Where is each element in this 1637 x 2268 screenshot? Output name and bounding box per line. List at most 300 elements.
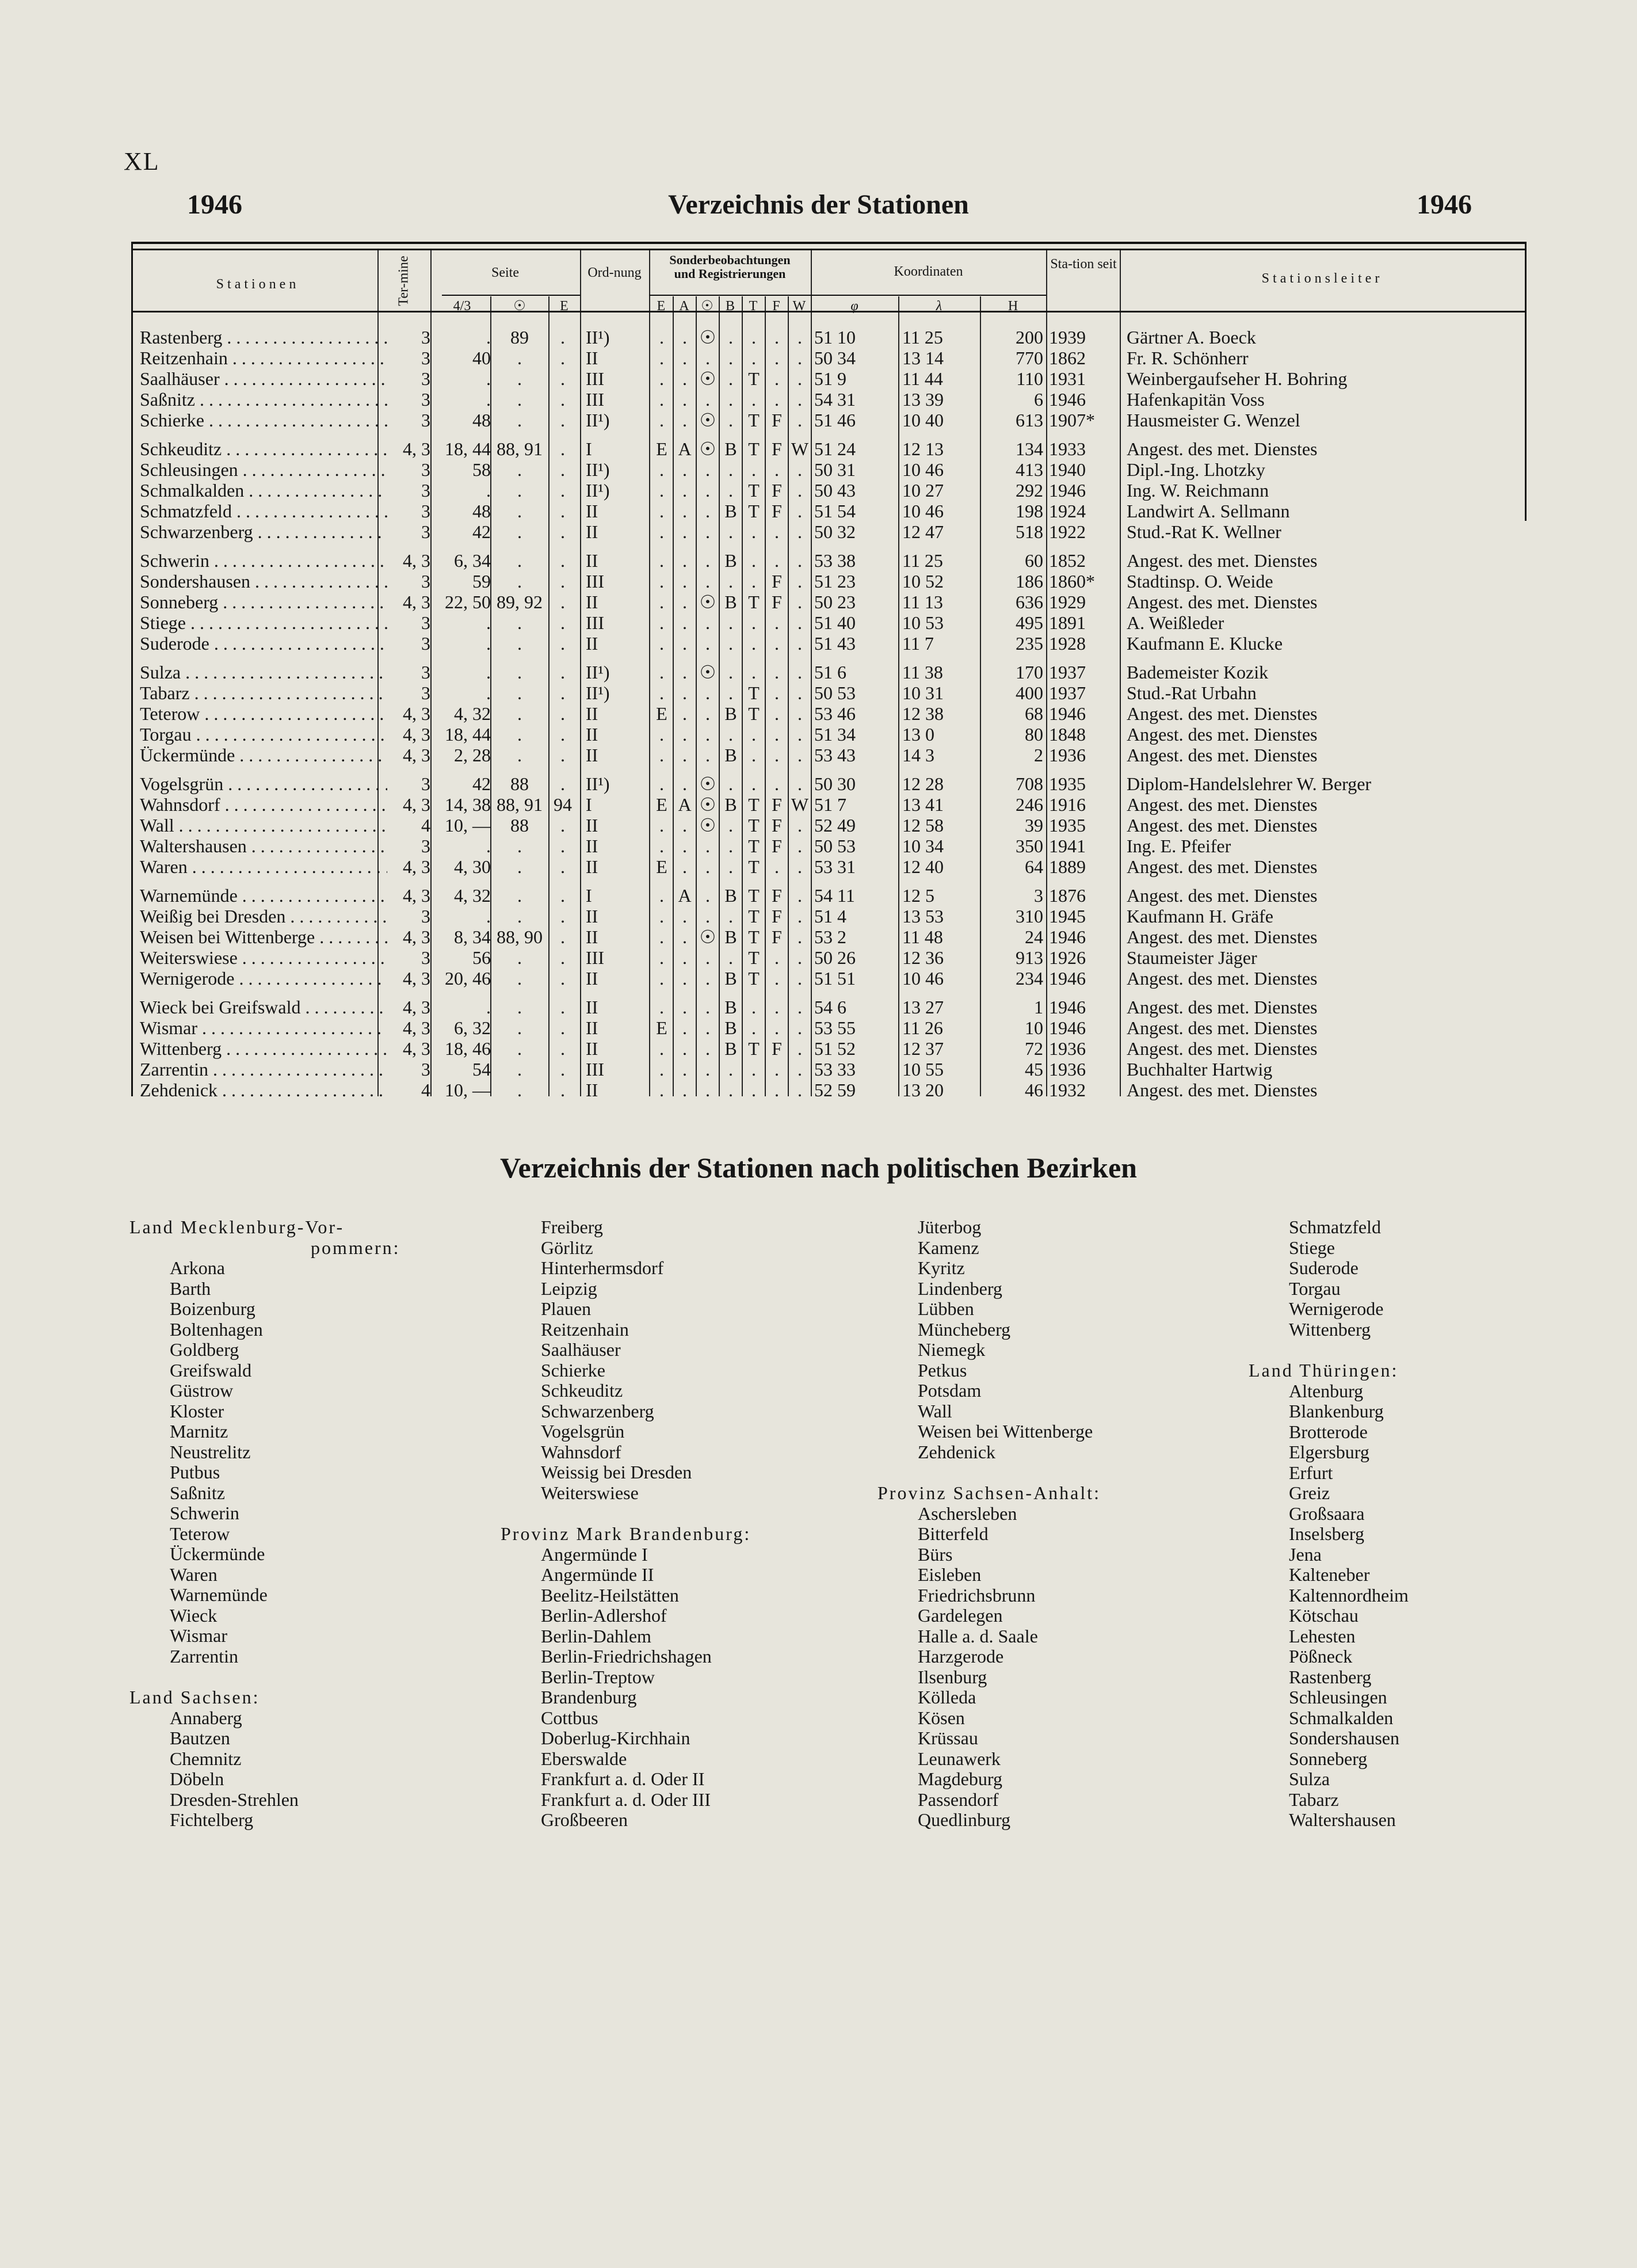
- bezirk-station: Kloster: [170, 1400, 224, 1421]
- cell-t: .: [751, 348, 756, 368]
- table-row: [131, 1038, 1524, 1059]
- cell-phi: 50 53: [814, 683, 856, 703]
- cell-a: .: [682, 633, 687, 654]
- cell-leiter: Ing. W. Reichmann: [1127, 480, 1269, 501]
- cell-t: .: [751, 724, 756, 745]
- bezirk-station: Kamenz: [918, 1237, 979, 1258]
- cell-sun: .: [517, 410, 522, 430]
- cell-w: .: [797, 662, 802, 683]
- cell-a: .: [682, 327, 687, 348]
- cell-sun: 88: [510, 773, 529, 794]
- cell-se: .: [560, 439, 565, 459]
- cell-leiter: Angest. des met. Dienstes: [1127, 815, 1318, 836]
- cell-sun: .: [517, 906, 522, 927]
- cell-lam: 10 40: [902, 410, 944, 430]
- cell-ord: II¹): [586, 662, 610, 683]
- table-row: [131, 592, 1524, 612]
- cell-f: .: [774, 856, 779, 877]
- bezirk-station: Güstrow: [170, 1380, 234, 1401]
- cell-sun: .: [517, 836, 522, 856]
- bezirk-station: Schwerin: [170, 1503, 239, 1523]
- cell-w: .: [797, 856, 802, 877]
- bezirk-station: Schkeuditz: [541, 1380, 623, 1401]
- cell-phi: 51 23: [814, 571, 856, 592]
- bezirk-station: Wismar: [170, 1625, 228, 1646]
- cell-f: F: [772, 439, 782, 459]
- header-subrule: [649, 295, 1046, 296]
- cell-h: 235: [1016, 633, 1043, 654]
- cell-e: E: [656, 794, 667, 815]
- cell-b: B: [724, 968, 737, 989]
- cell-name: Sulza . . .: [140, 662, 387, 683]
- cell-b: B: [724, 794, 737, 815]
- cell-lam: 12 58: [902, 815, 944, 836]
- bezirk-station: Sondershausen: [1289, 1728, 1399, 1748]
- cell-leiter: Hafenkapitän Voss: [1127, 389, 1265, 410]
- cell-seit: 1916: [1049, 794, 1086, 815]
- cell-seit: 1937: [1049, 662, 1086, 683]
- cell-se: .: [560, 501, 565, 521]
- cell-sun: .: [517, 1080, 522, 1100]
- bezirk-station: Eberswalde: [541, 1748, 627, 1769]
- table-row: [131, 501, 1524, 521]
- cell-t: .: [751, 1080, 756, 1100]
- cell-ter: 3: [421, 410, 430, 430]
- cell-b: .: [728, 327, 733, 348]
- cell-o: .: [705, 550, 710, 571]
- cell-t: .: [751, 550, 756, 571]
- bezirk-station: Zarrentin: [170, 1645, 239, 1667]
- cell-a: A: [678, 794, 692, 815]
- cell-name: Weisen bei Wittenberge . . .: [140, 927, 387, 947]
- bezirk-station: Suderode: [1289, 1257, 1359, 1278]
- cell-t: .: [751, 773, 756, 794]
- cell-sun: 88: [510, 815, 529, 836]
- bezirk-station: Gardelegen: [918, 1605, 1003, 1626]
- cell-h: 613: [1016, 410, 1043, 430]
- bezirk-station: Altenburg: [1289, 1380, 1364, 1401]
- cell-w: .: [797, 1017, 802, 1038]
- header-sonder-a: A: [679, 299, 689, 314]
- cell-sun: .: [517, 1017, 522, 1038]
- header-sonder-f: F: [772, 299, 780, 314]
- cell-e: .: [659, 1059, 664, 1080]
- cell-h: 636: [1016, 592, 1043, 612]
- cell-o: ☉: [699, 592, 716, 612]
- cell-se: .: [560, 662, 565, 683]
- table-row: [131, 703, 1524, 724]
- cell-ord: II: [586, 501, 598, 521]
- cell-h: 518: [1016, 521, 1043, 542]
- header-sonder-line1: Sonderbeobachtungen: [669, 253, 791, 267]
- cell-s43: 6, 34: [454, 550, 491, 571]
- cell-ter: 4, 3: [403, 1017, 430, 1038]
- cell-seit: 1933: [1049, 439, 1086, 459]
- cell-lam: 10 46: [902, 968, 944, 989]
- cell-leiter: A. Weißleder: [1127, 612, 1224, 633]
- cell-e: .: [659, 501, 664, 521]
- table-row: [131, 439, 1524, 459]
- cell-seit: 1928: [1049, 633, 1086, 654]
- cell-o: .: [705, 521, 710, 542]
- cell-f: F: [772, 592, 782, 612]
- cell-seit: 1946: [1049, 1017, 1086, 1038]
- cell-seit: 1946: [1049, 389, 1086, 410]
- cell-o: .: [705, 501, 710, 521]
- cell-a: .: [682, 968, 687, 989]
- cell-se: .: [560, 745, 565, 765]
- cell-o: .: [705, 703, 710, 724]
- bezirk-station: Boltenhagen: [170, 1318, 263, 1340]
- bezirk-station: Sonneberg: [1289, 1748, 1368, 1769]
- cell-ter: 4, 3: [403, 439, 430, 459]
- cell-w: .: [797, 348, 802, 368]
- bezirk-station: Zehdenick: [918, 1441, 996, 1462]
- cell-a: .: [682, 612, 687, 633]
- cell-e: .: [659, 683, 664, 703]
- cell-name: Weiterswiese . . .: [140, 947, 387, 968]
- table-rule-top: [131, 242, 1527, 244]
- cell-o: .: [705, 1059, 710, 1080]
- bezirk-station: Greifswald: [170, 1359, 252, 1381]
- cell-b: B: [724, 885, 737, 906]
- cell-name: Sonneberg . . .: [140, 592, 387, 612]
- bezirk-station: Bürs: [918, 1543, 953, 1565]
- cell-name: Rastenberg . . .: [140, 327, 387, 348]
- cell-phi: 50 31: [814, 459, 856, 480]
- bezirk-station: Lindenberg: [918, 1278, 1002, 1299]
- cell-ord: I: [586, 439, 592, 459]
- bezirk-station: Krüssau: [918, 1728, 978, 1748]
- cell-ord: III: [586, 612, 604, 633]
- cell-seit: 1945: [1049, 906, 1086, 927]
- cell-h: 770: [1016, 348, 1043, 368]
- cell-name: Saßnitz . . .: [140, 389, 387, 410]
- table-row: [131, 724, 1524, 745]
- cell-seit: 1939: [1049, 327, 1086, 348]
- cell-lam: 11 25: [902, 327, 943, 348]
- table-row: [131, 927, 1524, 947]
- cell-lam: 10 34: [902, 836, 944, 856]
- header-sonder: [649, 253, 811, 281]
- bezirk-station: Sulza: [1289, 1768, 1330, 1789]
- cell-leiter: Angest. des met. Dienstes: [1127, 968, 1318, 989]
- cell-ord: II: [586, 592, 598, 612]
- cell-se: .: [560, 459, 565, 480]
- bezirk-station: Elgersburg: [1289, 1442, 1369, 1462]
- cell-ord: III: [586, 571, 604, 592]
- cell-seit: 1848: [1049, 724, 1086, 745]
- cell-sun: .: [517, 459, 522, 480]
- cell-h: 10: [1025, 1017, 1043, 1038]
- cell-f: .: [774, 1059, 779, 1080]
- cell-h: 1: [1034, 997, 1043, 1017]
- cell-o: .: [705, 997, 710, 1017]
- cell-h: 292: [1016, 480, 1043, 501]
- cell-phi: 51 34: [814, 724, 856, 745]
- cell-ter: 4, 3: [403, 968, 430, 989]
- cell-s43: 4, 32: [454, 885, 491, 906]
- bezirke-column: [877, 1217, 1223, 1831]
- bezirk-station: Neustrelitz: [170, 1441, 251, 1462]
- cell-t: T: [748, 836, 760, 856]
- cell-t: T: [748, 856, 760, 877]
- cell-e: E: [656, 1017, 667, 1038]
- cell-s43: .: [486, 368, 491, 389]
- cell-w: .: [797, 1080, 802, 1100]
- cell-leiter: Angest. des met. Dienstes: [1127, 794, 1318, 815]
- bezirk-station: Leunawerk: [918, 1748, 1001, 1769]
- cell-o: .: [705, 459, 710, 480]
- cell-lam: 11 25: [902, 550, 943, 571]
- cell-t: .: [751, 1059, 756, 1080]
- cell-se: .: [560, 521, 565, 542]
- cell-s43: 10, —: [445, 1080, 491, 1100]
- cell-f: F: [772, 410, 782, 430]
- cell-se: .: [560, 885, 565, 906]
- cell-f: .: [774, 327, 779, 348]
- cell-sun: .: [517, 745, 522, 765]
- cell-seit: 1929: [1049, 592, 1086, 612]
- cell-t: .: [751, 389, 756, 410]
- cell-b: B: [724, 745, 737, 765]
- cell-lam: 10 46: [902, 459, 944, 480]
- cell-ord: II: [586, 906, 598, 927]
- bezirk-station: Aschersleben: [918, 1503, 1017, 1524]
- cell-ter: 3: [421, 683, 430, 703]
- cell-se: .: [560, 906, 565, 927]
- table-row: [131, 1059, 1524, 1080]
- cell-a: .: [682, 683, 687, 703]
- bezirk-station: Jüterbog: [918, 1217, 982, 1237]
- cell-seit: 1932: [1049, 1080, 1086, 1100]
- cell-a: .: [682, 389, 687, 410]
- cell-h: 413: [1016, 459, 1043, 480]
- cell-f: .: [774, 368, 779, 389]
- bezirk-station: Passendorf: [918, 1789, 999, 1810]
- cell-t: T: [748, 968, 760, 989]
- cell-b: B: [724, 501, 737, 521]
- cell-o: .: [705, 1017, 710, 1038]
- cell-e: .: [659, 459, 664, 480]
- cell-w: .: [797, 1038, 802, 1059]
- cell-se: .: [560, 612, 565, 633]
- cell-se: .: [560, 348, 565, 368]
- cell-se: .: [560, 947, 565, 968]
- cell-b: .: [728, 521, 733, 542]
- cell-ord: II: [586, 836, 598, 856]
- bezirk-station: Ilsenburg: [918, 1666, 987, 1687]
- cell-sun: .: [517, 389, 522, 410]
- cell-leiter: Angest. des met. Dienstes: [1127, 1017, 1318, 1038]
- bezirk-station: Stiege: [1289, 1237, 1335, 1258]
- bezirke-column: [129, 1217, 475, 1831]
- cell-name: Schkeuditz . . .: [140, 439, 387, 459]
- cell-b: .: [728, 836, 733, 856]
- cell-ter: 3: [421, 836, 430, 856]
- cell-s43: 4, 30: [454, 856, 491, 877]
- cell-phi: 50 26: [814, 947, 856, 968]
- cell-h: 134: [1016, 439, 1043, 459]
- cell-s43: 40: [472, 348, 491, 368]
- cell-ter: 3: [421, 327, 430, 348]
- cell-seit: 1937: [1049, 683, 1086, 703]
- cell-a: .: [682, 927, 687, 947]
- bezirk-station: Weisen bei Wittenberge: [918, 1421, 1093, 1442]
- cell-name: Wahnsdorf . . .: [140, 794, 387, 815]
- cell-lam: 13 27: [902, 997, 944, 1017]
- cell-leiter: Angest. des met. Dienstes: [1127, 439, 1318, 459]
- cell-h: 2: [1034, 745, 1043, 765]
- cell-name: Torgau . . .: [140, 724, 387, 745]
- bezirk-station: Rastenberg: [1289, 1666, 1372, 1687]
- header-seite-e: E: [560, 299, 568, 314]
- bezirk-heading: Provinz Sachsen-Anhalt:: [877, 1482, 1101, 1503]
- cell-s43: .: [486, 906, 491, 927]
- bezirk-station: Lehesten: [1289, 1625, 1356, 1646]
- cell-h: 708: [1016, 773, 1043, 794]
- cell-e: .: [659, 947, 664, 968]
- header-stationen: Stationen: [216, 277, 300, 292]
- bezirk-station: Potsdam: [918, 1380, 982, 1401]
- table-row: [131, 1017, 1524, 1038]
- cell-se: .: [560, 703, 565, 724]
- cell-w: .: [797, 885, 802, 906]
- cell-o: ☉: [699, 662, 716, 683]
- bezirk-station: Kösen: [918, 1707, 965, 1728]
- cell-o: .: [705, 724, 710, 745]
- cell-w: .: [797, 480, 802, 501]
- cell-w: .: [797, 947, 802, 968]
- cell-leiter: Angest. des met. Dienstes: [1127, 1038, 1318, 1059]
- cell-seit: 1907*: [1049, 410, 1095, 430]
- cell-leiter: Angest. des met. Dienstes: [1127, 885, 1318, 906]
- cell-se: .: [560, 856, 565, 877]
- table-row: [131, 773, 1524, 794]
- bezirk-heading: Land Mecklenburg-Vor-: [129, 1217, 345, 1237]
- cell-lam: 13 0: [902, 724, 934, 745]
- cell-f: F: [772, 906, 782, 927]
- cell-ord: I: [586, 794, 592, 815]
- cell-ter: 3: [421, 947, 430, 968]
- cell-w: .: [797, 550, 802, 571]
- cell-leiter: Kaufmann E. Klucke: [1127, 633, 1283, 654]
- cell-lam: 12 40: [902, 856, 944, 877]
- cell-phi: 51 52: [814, 1038, 856, 1059]
- bezirk-station: Berlin-Friedrichshagen: [541, 1646, 712, 1667]
- cell-phi: 53 46: [814, 703, 856, 724]
- cell-phi: 53 2: [814, 927, 846, 947]
- cell-f: .: [774, 1017, 779, 1038]
- cell-t: .: [751, 662, 756, 683]
- cell-ord: II: [586, 927, 598, 947]
- bezirk-station: Quedlinburg: [918, 1809, 1011, 1830]
- cell-seit: 1936: [1049, 745, 1086, 765]
- cell-s43: .: [486, 612, 491, 633]
- bezirk-station: Frankfurt a. d. Oder II: [541, 1768, 705, 1789]
- bezirk-station: Döbeln: [170, 1768, 224, 1789]
- cell-name: Wernigerode . . .: [140, 968, 387, 989]
- cell-seit: 1862: [1049, 348, 1086, 368]
- cell-se: .: [560, 592, 565, 612]
- cell-a: .: [682, 1059, 687, 1080]
- cell-name: Wittenberg . . .: [140, 1038, 387, 1059]
- bezirk-station: Wieck: [170, 1604, 217, 1626]
- cell-w: .: [797, 612, 802, 633]
- cell-se: .: [560, 327, 565, 348]
- cell-w: W: [791, 794, 809, 815]
- cell-ord: II: [586, 703, 598, 724]
- cell-e: .: [659, 348, 664, 368]
- cell-leiter: Fr. R. Schönherr: [1127, 348, 1249, 368]
- table-row: [131, 389, 1524, 410]
- table-row: [131, 968, 1524, 989]
- cell-e: .: [659, 368, 664, 389]
- cell-t: .: [751, 459, 756, 480]
- bezirk-station: Görlitz: [541, 1237, 593, 1258]
- cell-phi: 51 24: [814, 439, 856, 459]
- cell-seit: 1935: [1049, 815, 1086, 836]
- cell-seit: 1931: [1049, 368, 1086, 389]
- cell-f: .: [774, 389, 779, 410]
- cell-ter: 4, 3: [403, 1038, 430, 1059]
- cell-s43: 48: [472, 410, 491, 430]
- cell-sun: .: [517, 683, 522, 703]
- bezirk-station: Großsaara: [1289, 1503, 1365, 1524]
- cell-se: .: [560, 773, 565, 794]
- cell-e: .: [659, 480, 664, 501]
- bezirk-station: Barth: [170, 1278, 211, 1299]
- cell-leiter: Landwirt A. Sellmann: [1127, 501, 1290, 521]
- cell-s43: 4, 32: [454, 703, 491, 724]
- bezirk-station: Brotterode: [1289, 1421, 1368, 1442]
- bezirke-column: [1249, 1217, 1594, 1831]
- header-termine: [384, 253, 423, 308]
- cell-phi: 50 30: [814, 773, 856, 794]
- cell-seit: 1889: [1049, 856, 1086, 877]
- cell-w: .: [797, 327, 802, 348]
- cell-name: Ückermünde . . .: [140, 745, 387, 765]
- cell-a: .: [682, 662, 687, 683]
- bezirk-heading: Land Thüringen:: [1249, 1360, 1399, 1381]
- cell-b: B: [724, 927, 737, 947]
- cell-lam: 13 41: [902, 794, 944, 815]
- cell-phi: 51 6: [814, 662, 846, 683]
- cell-e: .: [659, 612, 664, 633]
- bezirk-heading: Land Sachsen:: [129, 1687, 260, 1707]
- cell-sun: .: [517, 612, 522, 633]
- bezirk-station: Ückermünde: [170, 1543, 265, 1564]
- cell-a: .: [682, 906, 687, 927]
- table-row: [131, 348, 1524, 368]
- cell-f: F: [772, 927, 782, 947]
- cell-se: .: [560, 724, 565, 745]
- cell-o: .: [705, 571, 710, 592]
- cell-o: ☉: [699, 927, 716, 947]
- cell-s43: .: [486, 327, 491, 348]
- cell-ter: 3: [421, 389, 430, 410]
- cell-f: .: [774, 633, 779, 654]
- cell-s43: 14, 38: [445, 794, 491, 815]
- cell-w: .: [797, 521, 802, 542]
- cell-ter: 3: [421, 1059, 430, 1080]
- cell-f: .: [774, 550, 779, 571]
- bezirk-station: Weissig bei Dresden: [541, 1462, 692, 1482]
- cell-b: .: [728, 1080, 733, 1100]
- bezirk-station: Schmalkalden: [1289, 1707, 1394, 1728]
- cell-e: E: [656, 439, 667, 459]
- cell-ord: II: [586, 815, 598, 836]
